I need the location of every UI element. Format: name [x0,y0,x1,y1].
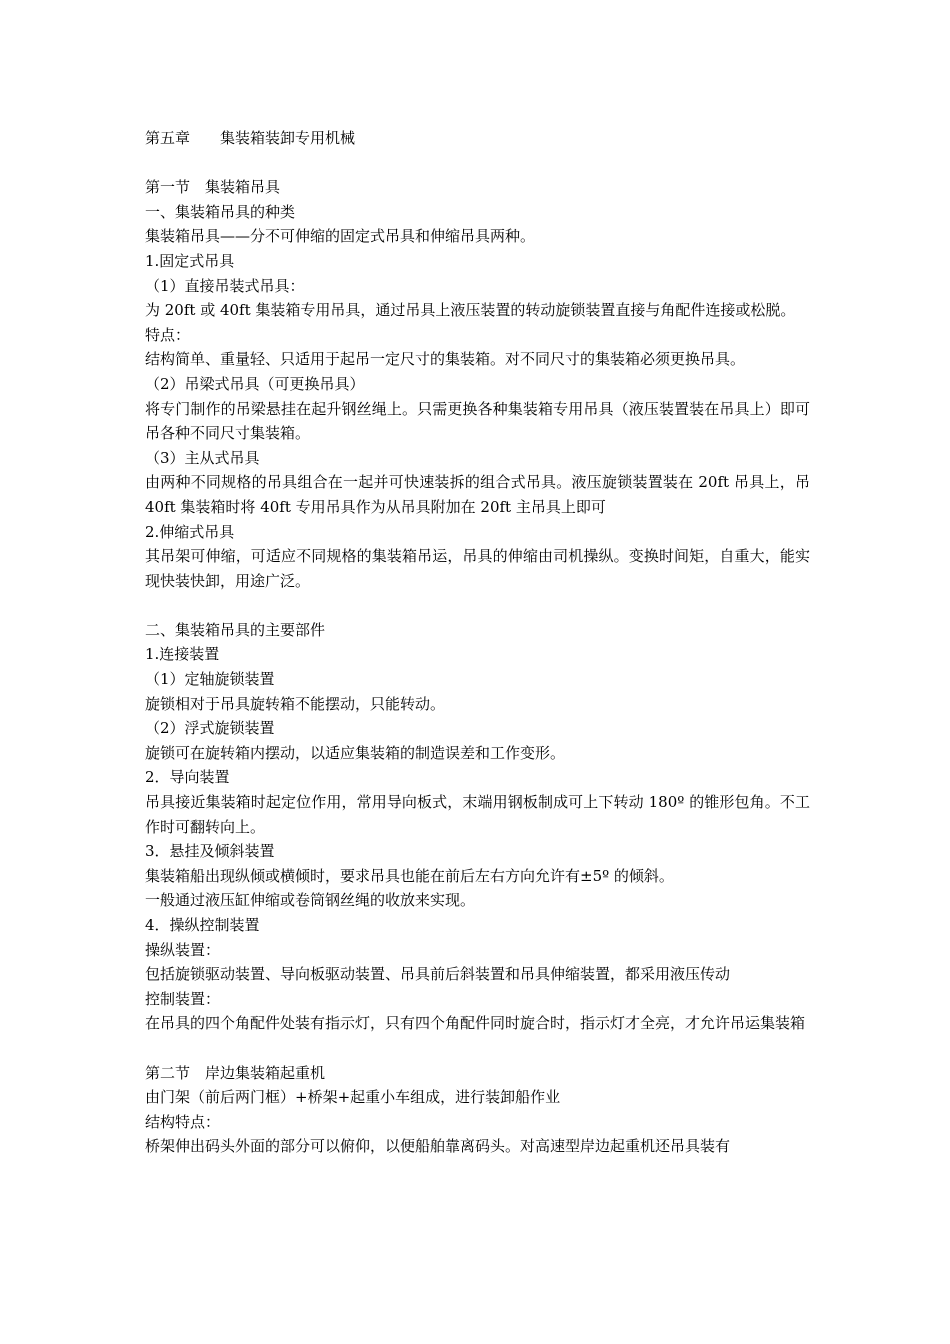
part-heading: 一、集装箱吊具的种类 [145,202,296,221]
paragraph: 一般通过液压缸伸缩或卷筒钢丝绳的收放来实现。 [145,891,476,910]
subheading: 2.伸缩式吊具 [145,522,235,541]
label: 结构特点： [145,1112,221,1131]
blank-line [145,151,810,176]
chapter-title: 第五章 集装箱装卸专用机械 [145,129,356,147]
paragraph: 吊具接近集装箱时起定位作用，常用导向板式，末端用钢板制成可上下转动 180º 的锥形包角。不工作时可翻转向上。 [145,793,810,836]
blank-line [145,1036,810,1061]
subheading: 4．操纵控制装置 [145,916,260,934]
paragraph: 由两种不同规格的吊具组合在一起并可快速装拆的组合式吊具。液压旋锁装置装在 20ft 吊具上，吊 40ft 集装箱时将 40ft 专用吊具作为从吊具附加在 20ft 主吊具上即可 [145,473,815,516]
paragraph: 结构简单、重量轻、只适用于起吊一定尺寸的集装箱。对不同尺寸的集装箱必须更换吊具。 [145,350,746,369]
paragraph: 包括旋锁驱动装置、导向板驱动装置、吊具前后斜装置和吊具伸缩装置，都采用液压传动 [145,965,731,984]
paragraph: 桥架伸出码头外面的部分可以俯仰，以便船舶靠离码头。对高速型岸边起重机还吊具装有 [145,1137,731,1156]
subheading: 2．导向装置 [145,768,230,787]
subheading: 1.固定式吊具 [145,251,235,270]
subheading: （2）浮式旋锁装置 [145,719,275,738]
subheading: 3．悬挂及倾斜装置 [145,842,275,861]
paragraph: 旋锁可在旋转箱内摆动，以适应集装箱的制造误差和工作变形。 [145,743,566,762]
subheading: （3）主从式吊具 [145,448,260,467]
label: 操纵装置： [145,940,221,959]
label: 控制装置： [145,989,221,1008]
section-title: 第一节 集装箱吊具 [145,178,281,197]
subheading: 1.连接装置 [145,645,220,664]
subheading: （1）定轴旋锁装置 [145,670,275,689]
paragraph: 集装箱吊具——分不可伸缩的固定式吊具和伸缩吊具两种。 [145,227,536,246]
paragraph: 旋锁相对于吊具旋转箱不能摆动，只能转动。 [145,694,446,713]
blank-line [145,593,810,618]
paragraph: 集装箱船出现纵倾或横倾时，要求吊具也能在前后左右方向允许有±5º 的倾斜。 [145,866,674,885]
section-title: 第二节 岸边集装箱起重机 [145,1063,326,1082]
label: 特点： [145,325,191,344]
paragraph: 在吊具的四个角配件处装有指示灯，只有四个角配件同时旋合时，指示灯才全亮，才允许吊运集装箱 [145,1014,806,1033]
part-heading: 二、集装箱吊具的主要部件 [145,620,326,639]
document-body [145,126,815,1159]
subheading: （1）直接吊装式吊具： [145,276,305,295]
paragraph: 为 20ft 或 40ft 集装箱专用吊具，通过吊具上液压装置的转动旋锁装置直接与角配件连接或松脱。 [145,301,796,320]
paragraph: 由门架（前后两门框）+桥架+起重小车组成，进行装卸船作业 [145,1088,561,1107]
subheading: （2）吊梁式吊具（可更换吊具） [145,374,365,393]
paragraph: 将专门制作的吊梁悬挂在起升钢丝绳上。只需更换各种集装箱专用吊具（液压装置装在吊具上）即可吊各种不同尺寸集装箱。 [145,399,810,443]
paragraph: 其吊架可伸缩，可适应不同规格的集装箱吊运，吊具的伸缩由司机操纵。变换时间矩，自重大，能实现快装快卸，用途广泛。 [145,547,810,590]
